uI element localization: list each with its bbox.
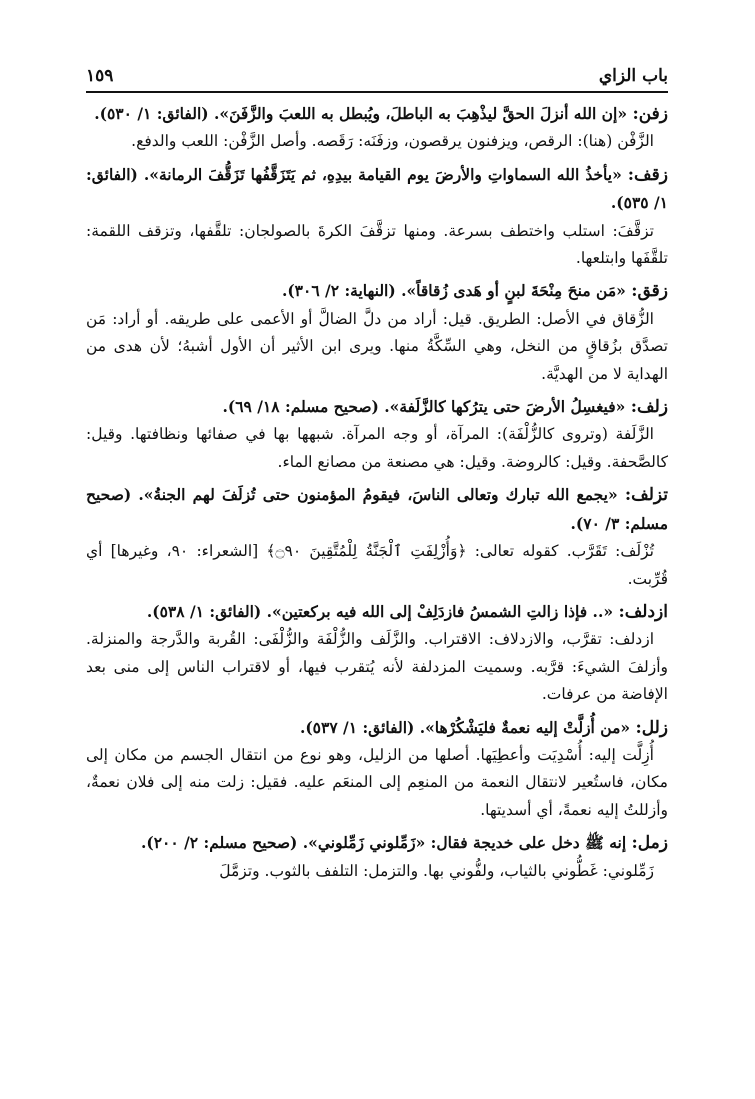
explanation-paragraph: ازدلف: تقرَّب، والازدلاف: الاقتراب. والزَّلَف والزُّلْفَة والزُّلْفَى: القُربة والدَّرجة والمنزلة. وأزلفَ الشيءَ: قرَّبه. وسميت المزدلفة لأنه يُتقرب فيها، أو لاقتراب الناس إلى منى بعد الإفاضة من عرفات.: [86, 630, 668, 704]
dictionary-entries: [86, 100, 668, 885]
explanation-paragraph: الزَّلَفة (وتروى كالزُّلْفَة): المرآة، أو وجه المرآة. شبهها بها في صفائها ونظافتها. وقيل: كالصَّحفة. وقيل: كالروضة. وقيل: هي مصنعة من مصانع الماء.: [86, 425, 668, 471]
entry-line: [86, 393, 668, 421]
entry-line: [86, 481, 668, 538]
entry-quote: «مَن منحَ مِنْحَةَ لبنٍ أو هَدى زُقاقاً». (النهاية: ٢/ ٣٠٦).: [281, 281, 632, 301]
explanation-paragraph: الزُّقاق في الأصل: الطريق. قيل: أراد من دلَّ الضالَّ أو الأعمى على طريقه. أو أراد: مَن تصدَّق بزُقاقٍ من النخل، وهي السِّكَّةُ منها. ويرى ابن الأثير أن الأول أشبهُ؛ لأن هدى من الهداية لا من الهديَّة.: [86, 309, 668, 383]
entry-quote: «.. فإذا زالتِ الشمسُ فازدَلِفْ إلى الله فيه بركعتين». (الفائق: ١/ ٥٣٨).: [146, 601, 619, 621]
entry-quote: «فيغسِلُ الأرضَ حتى يترُكها كالزَّلَفة». (صحيح مسلم: ١٨/ ٦٩).: [222, 397, 631, 417]
entry-headword: تزلف:: [624, 485, 668, 506]
entry-line: [86, 277, 668, 305]
entry-line: [86, 598, 668, 626]
header-rule: [86, 91, 668, 93]
entry-line: [86, 161, 668, 218]
entry-line: [86, 829, 668, 857]
entry-quote: إنه ﷺ دخل على خديجة فقال: «زَمِّلوني زَمِّلوني». (صحيح مسلم: ٢/ ٢٠٠).: [141, 833, 632, 853]
explanation-paragraph: الزَّفْن (هنا): الرقص، ويزفنون يرقصون، وزفَنَه: رَقَصه. وأصل الزَّفْن: اللعب والدفع.: [131, 132, 654, 151]
entry-headword: زمل:: [631, 833, 668, 854]
entry-line: [86, 100, 668, 128]
entry-quote: «يأخذُ الله السماواتِ والأرضَ يوم القيامة بيدِهِ، ثم يَتَزَقَّفُها تَزَقُّفَ الرمانة». (الفائق: ١/ ٥٣٥).: [86, 164, 668, 213]
entry-headword: زفن:: [632, 104, 668, 124]
entry-quote: «من أُزلَّتْ إليه نعمةٌ فليَشْكُرْها». (الفائق: ١/ ٥٣٧).: [299, 717, 636, 737]
explanation-paragraph: أُزِلَّت إليه: أُسْدِيَت وأعطِيَها. أصلها من الزليل، وهو نوع من انتقال الجسم من مكان إلى مكان، فاستُعير لانتقال النعمة من المنعِم إلى المنعَم عليه. فقيل: زلت منه إلى فلان نعمةٌ، وأزللتُ إليه نعمةً، أي أسديتها.: [86, 745, 668, 819]
explanation-paragraph: زَمِّلوني: غَطُّوني بالثياب، ولفُّوني بها. والتزمل: التلفف بالثوب. وتزمَّلَ: [219, 861, 654, 880]
entry-line: [86, 714, 668, 742]
entry-headword: ازدلف:: [618, 601, 668, 622]
entry-quote: «إن الله أنزلَ الحقَّ ليذْهِبَ به الباطلَ، ويُبطل به اللعبَ والزَّفَنَ». (الفائق: ١/ ٥٣٠).: [94, 104, 633, 123]
page-header: [86, 58, 668, 86]
explanation-paragraph: تُزْلَف: تَقَرَّب. كقوله تعالى: ﴿وَأُزْلِفَتِ ٱلْجَنَّةُ لِلْمُتَّقِينَ ۝٩٠﴾ [الشعراء: ٩٠، وغيرها] أي قُرِّبت.: [86, 542, 668, 588]
entry-headword: زقف:: [627, 164, 668, 185]
chapter-title: باب الزاي: [598, 66, 668, 86]
entry-headword: زقق:: [631, 281, 668, 302]
entry-quote: «يجمع الله تبارك وتعالى الناسَ، فيقومُ المؤمنون حتى تُزلَفَ لهم الجنةُ». (صحيح مسلم: ٣/ ٧٠).: [86, 485, 668, 533]
entry-headword: زلل:: [635, 717, 668, 738]
explanation-paragraph: تزقَّفَ: استلب واختطف بسرعة. ومنها تزقَّفَ الكرةَ بالصولجان: تلقَّفها، وتزقف اللقمة: تلقَّفَها وابتلعها.: [86, 221, 668, 268]
entry-headword: زلف:: [630, 397, 668, 418]
page-number: ١٥٩: [86, 66, 114, 86]
